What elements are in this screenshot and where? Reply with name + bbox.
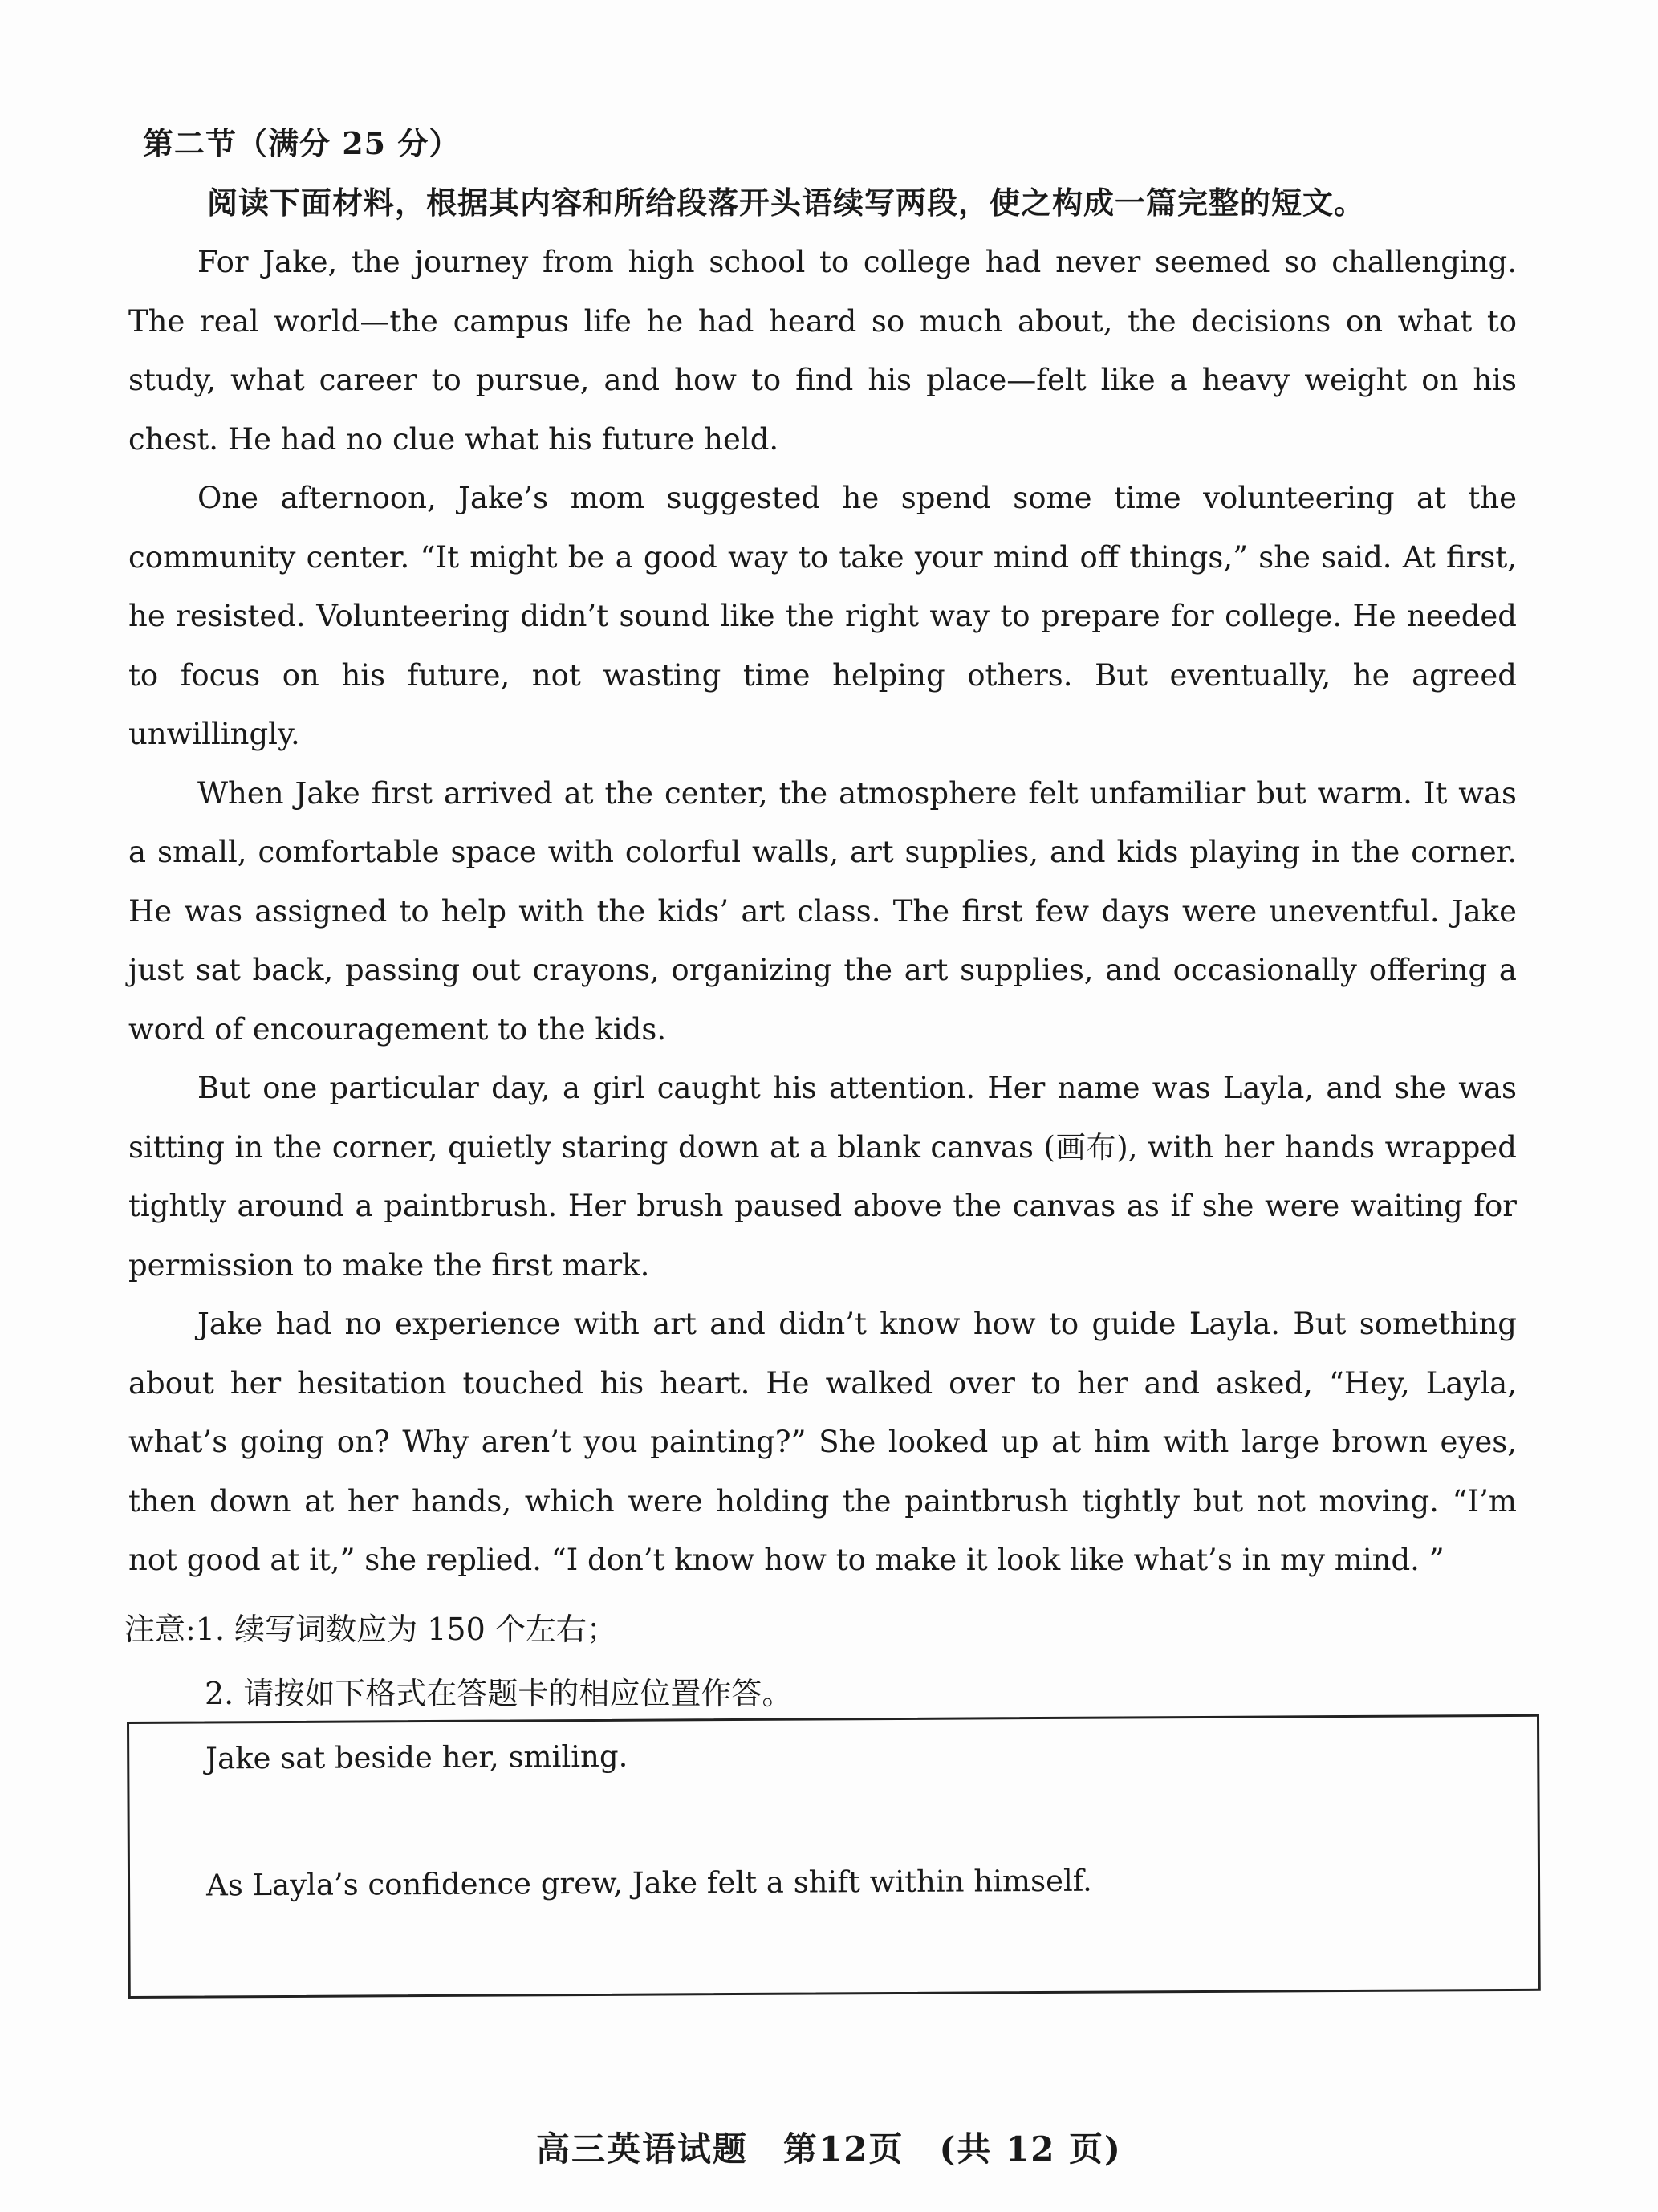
paragraph-opening-2: As Layla’s confidence grew, Jake felt a shift within himself.: [205, 1863, 1092, 1903]
paragraph-opening-1: Jake sat beside her, smiling.: [205, 1738, 628, 1776]
passage-paragraph-4: But one particular day, a girl caught his attention. Her name was Layla, and she was sitting in the corner, quietly staring down at a blank canvas (画布), with her hands wrapped tightly around a paintbrush. Her brush paused above the canvas as if she were waiting for permission to make the first mark.: [128, 1071, 1517, 1283]
section-title: 第二节（满分 25 分）: [143, 125, 461, 161]
task-instruction: 阅读下面材料，根据其内容和所给段落开头语续写两段，使之构成一篇完整的短文。: [207, 185, 1366, 221]
passage-paragraph-5: Jake had no experience with art and didn’t know how to guide Layla. But something about her hesitation touched his heart. He walked over to her and asked, “Hey, Layla, what’s going on? Why aren’t you painting?” She looked up at him with large brown eyes, then down at her hands, which were holding the paintbrush tightly but not moving. “I’m not good at it,” she replied. “I don’t know how to make it look like what’s in my mind. ”: [128, 1307, 1517, 1577]
passage-paragraph-2: One afternoon, Jake’s mom suggested he spend some time volunteering at the community center. “It might be a good way to take your mind off things,” she said. At first, he resisted. Volunteering didn’t sound like the right way to prepare for college. He needed to focus on his future, not wasting time helping others. But eventually, he agreed unwillingly.: [128, 481, 1517, 751]
answer-format-box: [127, 1714, 1541, 1999]
writing-notes: [124, 1597, 792, 1726]
passage-paragraph-3: When Jake first arrived at the center, the atmosphere felt unfamiliar but warm. It was a small, comfortable space with colorful walls, art supplies, and kids playing in the corner. He was assigned to help with the kids’ art class. The first few days were uneventful. Jake just sat back, passing out crayons, organizing the art supplies, and occasionally offering a word of encouragement to the kids.: [128, 775, 1517, 1047]
note-answer-format: 2. 请按如下格式在答题卡的相应位置作答。: [205, 1676, 793, 1711]
passage-paragraph-1: For Jake, the journey from high school to college had never seemed so challenging. The real world—the campus life he had heard so much about, the decisions on what to study, what career to pursue, and how to find his place—felt like a heavy weight on his chest. He had no clue what his future held.: [128, 245, 1517, 457]
note-word-count: 注意:1. 续写词数应为 150 个左右；: [124, 1612, 617, 1647]
reading-passage: [128, 233, 1517, 1590]
page-footer: 高三英语试题 第12页 (共 12 页): [536, 2129, 1122, 2169]
